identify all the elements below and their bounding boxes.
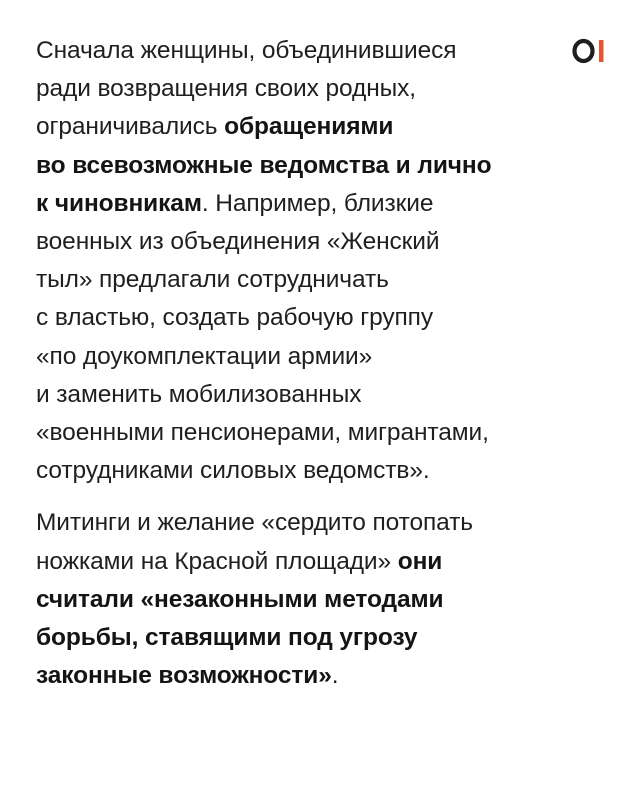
text-line bbox=[36, 299, 596, 337]
text-segment: ради возвращения своих родных, bbox=[36, 75, 416, 103]
text-line bbox=[36, 338, 596, 376]
text-line bbox=[36, 504, 596, 542]
text-segment: «по доукомплектации армии» bbox=[36, 342, 373, 370]
text-segment: Митинги и желание «сердито потопать bbox=[36, 509, 473, 537]
text-line bbox=[36, 376, 596, 414]
bold-text-segment: они bbox=[397, 547, 443, 575]
text-segment: . bbox=[331, 662, 339, 690]
bold-text-segment: во всевозможные ведомства и лично bbox=[36, 151, 492, 179]
text-segment: сотрудниками силовых ведомств». bbox=[36, 457, 430, 485]
text-segment: тыл» предлагали сотрудничать bbox=[36, 266, 389, 294]
paragraph-2 bbox=[36, 504, 596, 695]
text-line bbox=[36, 543, 596, 581]
paragraph-1 bbox=[36, 32, 596, 490]
bold-text-segment: законные возможности» bbox=[36, 662, 332, 690]
article-text bbox=[36, 32, 596, 695]
text-line bbox=[36, 261, 596, 299]
text-line bbox=[36, 147, 596, 185]
text-segment: с властью, создать рабочую группу bbox=[36, 304, 433, 332]
text-line bbox=[36, 70, 596, 108]
bold-text-segment: считали «незаконными методами bbox=[36, 585, 444, 613]
text-segment: ножками на Красной площади» bbox=[36, 547, 398, 575]
text-line bbox=[36, 185, 596, 223]
text-line bbox=[36, 223, 596, 261]
text-line bbox=[36, 619, 596, 657]
text-line bbox=[36, 581, 596, 619]
text-line bbox=[36, 657, 596, 695]
text-line bbox=[36, 32, 596, 70]
bold-text-segment: к чиновникам bbox=[36, 189, 202, 217]
text-line bbox=[36, 414, 596, 452]
text-segment: «военными пенсионерами, мигрантами, bbox=[36, 419, 489, 447]
text-line bbox=[36, 108, 596, 146]
text-segment: ограничивались bbox=[36, 113, 225, 141]
text-segment: и заменить мобилизованных bbox=[36, 380, 362, 408]
text-segment: военных из объединения «Женский bbox=[36, 228, 440, 256]
text-segment: . Например, близкие bbox=[201, 189, 434, 217]
bold-text-segment: обращениями bbox=[224, 113, 394, 141]
text-segment: Сначала женщины, объединившиеся bbox=[36, 37, 457, 64]
bold-text-segment: борьбы, ставящими под угрозу bbox=[36, 624, 418, 652]
text-line bbox=[36, 452, 596, 490]
